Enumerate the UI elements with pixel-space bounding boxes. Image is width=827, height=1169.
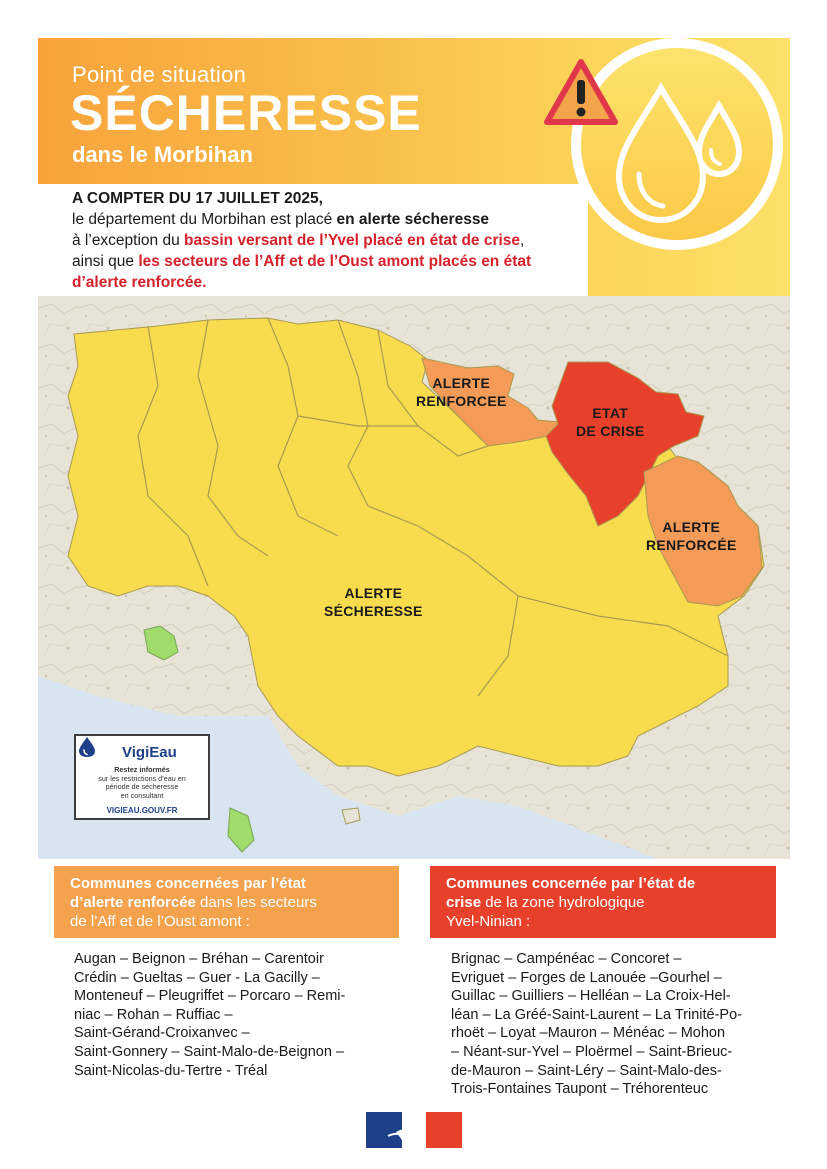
intro-yvel: bassin versant de l’Yvel placé en état de crise xyxy=(184,232,521,249)
label-ar1-line2: RENFORCEE xyxy=(416,393,507,409)
label-as-line1: ALERTE xyxy=(344,585,403,601)
box-etat-de-crise xyxy=(430,866,776,938)
label-alerte-secheresse xyxy=(324,584,423,620)
label-alerte-renforcee-est xyxy=(646,518,737,554)
box-ar-rest2: dans les secteurs xyxy=(195,894,317,911)
box-ar-bold2: d’alerte renforcée xyxy=(70,894,196,911)
intro-comma: , xyxy=(520,232,525,249)
box-crise-rest2: de la zone hydrologique xyxy=(481,894,645,911)
label-crise-line1: ETAT xyxy=(592,405,629,421)
vigieau-text-2: sur les restrictions d’eau en xyxy=(98,773,186,783)
intro-text xyxy=(72,188,592,293)
label-ar2-line1: ALERTE xyxy=(662,519,721,535)
list-communes-crise xyxy=(451,950,781,1099)
label-alerte-renforcee-nord xyxy=(416,374,507,410)
header-subtitle: Point de situation xyxy=(72,62,247,87)
box-alerte-renforcee xyxy=(54,866,399,938)
drought-map xyxy=(38,296,790,859)
list-item: Evriguet – Forges de Lanouée –Gourhel – xyxy=(451,969,722,986)
list-communes-renforcee xyxy=(74,950,394,1080)
intro-aff-oust: les secteurs de l’Aff et de l’Oust amont placés en état xyxy=(138,253,532,270)
vigieau-name: VigiEau xyxy=(122,744,177,761)
intro-text-1: le département du Morbihan est placé xyxy=(72,211,337,228)
intro-text-3: ainsi que xyxy=(72,253,139,270)
list-item: Brignac – Campénéac – Concoret – xyxy=(451,951,682,967)
vigieau-text-3: période de sécheresse xyxy=(105,782,179,791)
box-crise-line2 xyxy=(446,893,760,912)
list-item: Saint-Nicolas-du-Tertre - Tréal xyxy=(74,1062,268,1079)
intro-line-4: d’alerte renforcée. xyxy=(72,274,207,291)
box-crise-line3: Yvel-Ninian : xyxy=(446,913,531,930)
label-crise-line2: DE CRISE xyxy=(576,423,645,439)
vigieau-card[interactable] xyxy=(74,734,210,820)
header-location: dans le Morbihan xyxy=(72,142,253,167)
list-item: Saint-Gonnery – Saint-Malo-de-Beignon – xyxy=(74,1043,345,1060)
warning-icon xyxy=(543,56,619,128)
list-item: Guillac – Guilliers – Helléan – La Croix-Hel- xyxy=(451,988,731,1005)
republique-francaise-logo xyxy=(366,1112,462,1148)
vigieau-description xyxy=(80,766,204,800)
box-ar-line1: Communes concernées par l’état xyxy=(70,875,306,892)
vigieau-text-1: Restez informés xyxy=(114,765,170,774)
header-title: SÉCHERESSE xyxy=(70,85,422,141)
intro-line-2 xyxy=(72,230,592,251)
list-item: léan – La Gréé-Saint-Laurent – La Trinité-Po- xyxy=(451,1006,742,1023)
list-item: Trois-Fontaines Taupont – Tréhorenteuc xyxy=(451,1081,709,1098)
box-ar-line3: de l’Aff et de l’Oust amont : xyxy=(70,913,250,930)
vigieau-drop-icon xyxy=(76,736,98,758)
box-crise-bold2: crise xyxy=(446,894,482,911)
intro-text-2: à l’exception du xyxy=(72,232,185,249)
intro-line-1 xyxy=(72,209,592,230)
vigieau-text-4: en consultant xyxy=(120,790,164,800)
list-item: Saint-Gérand-Croixanvec – xyxy=(74,1025,250,1042)
list-item: Augan – Beignon – Bréhan – Carentoir xyxy=(74,951,324,967)
label-ar2-line2: RENFORCÉE xyxy=(646,537,737,553)
box-ar-line2 xyxy=(70,893,383,912)
intro-alerte: en alerte sécheresse xyxy=(336,211,490,228)
list-item: niac – Rohan – Ruffiac – xyxy=(74,1006,233,1023)
intro-date: A COMPTER DU 17 JUILLET 2025, xyxy=(72,190,323,207)
label-ar1-line1: ALERTE xyxy=(432,375,491,391)
label-as-line2: SÉCHERESSE xyxy=(324,603,423,619)
label-etat-de-crise xyxy=(576,404,645,440)
box-crise-line1: Communes concernée par l’état de xyxy=(446,875,696,892)
list-item: – Néant-sur-Yvel – Ploërmel – Saint-Brieuc- xyxy=(451,1043,733,1060)
intro-line-3 xyxy=(72,251,592,272)
vigieau-link[interactable]: VIGIEAU.GOUV.FR xyxy=(106,806,178,815)
list-item: de-Mauron – Saint-Léry – Saint-Malo-des- xyxy=(451,1062,722,1079)
list-item: rhoët – Loyat –Mauron – Ménéac – Mohon xyxy=(451,1025,726,1042)
list-item: Monteneuf – Pleugriffet – Porcaro – Remi- xyxy=(74,988,346,1005)
list-item: Crédin – Gueltas – Guer - La Gacilly – xyxy=(74,969,320,986)
